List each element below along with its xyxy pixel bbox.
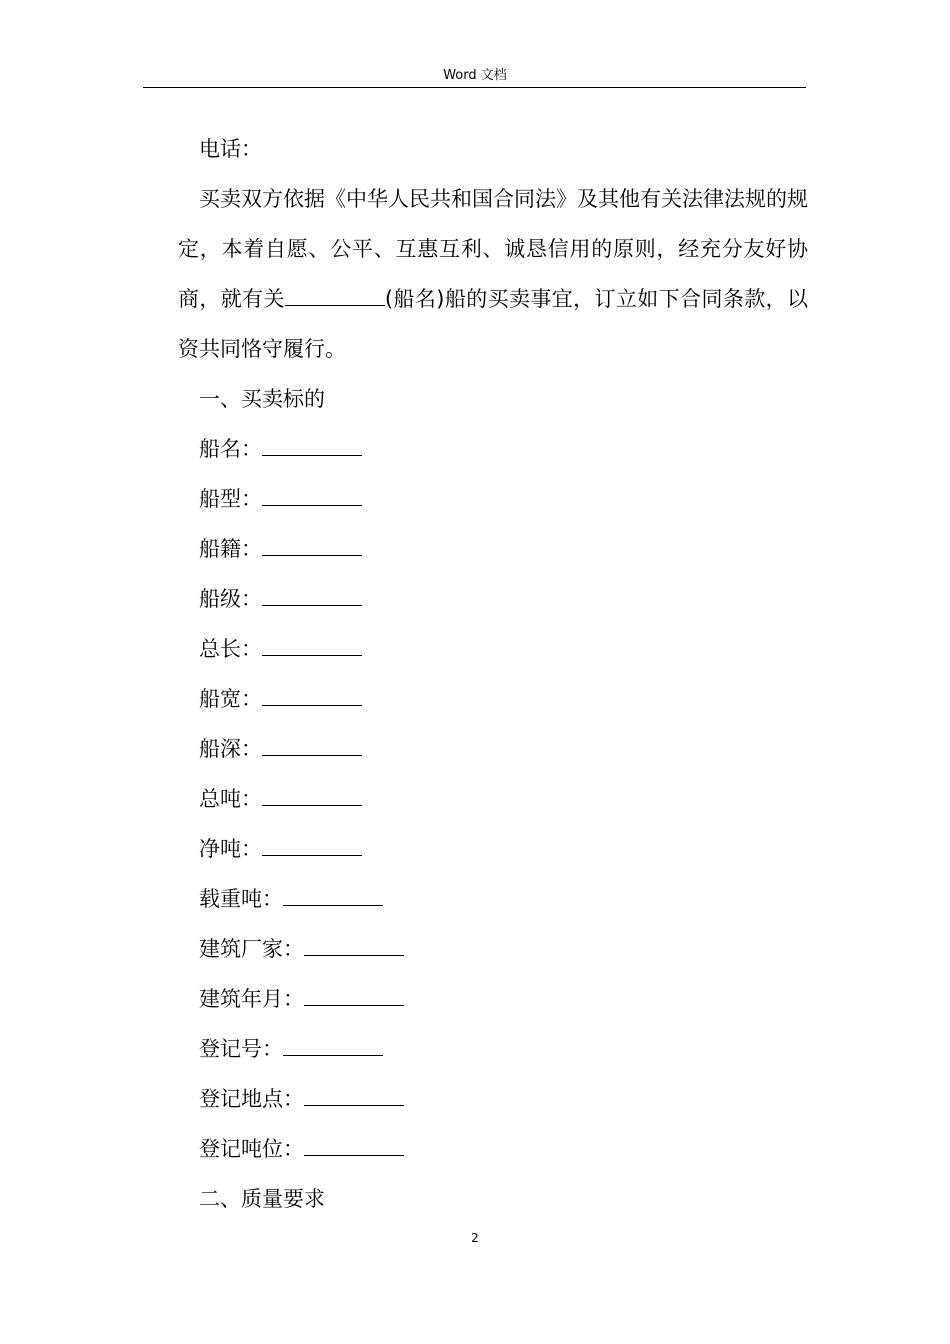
field-line — [178, 574, 808, 624]
field-label: 载重吨： — [199, 887, 283, 911]
field-label: 登记号： — [199, 1037, 283, 1061]
field-label: 船籍： — [199, 537, 262, 561]
field-label: 建筑厂家： — [199, 937, 304, 961]
page-number: 2 — [471, 1231, 479, 1245]
fill-blank — [283, 904, 383, 906]
header-divider — [143, 87, 806, 88]
fill-blank — [262, 654, 362, 656]
field-label: 总吨： — [199, 787, 262, 811]
field-label: 船宽： — [199, 687, 262, 711]
phone-line: 电话： — [199, 137, 262, 161]
field-line — [178, 1124, 808, 1174]
field-line — [178, 1024, 808, 1074]
field-label: 建筑年月： — [199, 987, 304, 1011]
fill-blank — [262, 704, 362, 706]
field-line — [178, 474, 808, 524]
page-header-title: Word 文档 — [443, 68, 507, 83]
fill-blank — [304, 1004, 404, 1006]
field-label: 净吨： — [199, 837, 262, 861]
field-line — [178, 624, 808, 674]
field-line — [178, 1074, 808, 1124]
section-1-heading: 一、买卖标的 — [199, 387, 325, 411]
section-2-heading: 二、质量要求 — [199, 1187, 325, 1211]
document-body — [178, 124, 808, 1224]
fill-blank — [262, 504, 362, 506]
field-label: 登记吨位： — [199, 1137, 304, 1161]
field-line — [178, 674, 808, 724]
fill-blank — [283, 1054, 383, 1056]
field-label: 总长： — [199, 637, 262, 661]
field-label: 船型： — [199, 487, 262, 511]
field-line — [178, 874, 808, 924]
field-line — [178, 724, 808, 774]
field-line — [178, 924, 808, 974]
intro-text-part1: 买卖双方依据《中华人民共和国合同法》及其他有关法律法规的规定，本着自愿、公平、互惠互利、诚恳信用的原则，经充分友好协商，就有关 — [178, 187, 808, 311]
fill-blank — [262, 804, 362, 806]
fill-blank — [262, 554, 362, 556]
fill-blank — [304, 954, 404, 956]
field-line — [178, 824, 808, 874]
field-line — [178, 774, 808, 824]
fill-blank — [304, 1104, 404, 1106]
ship-name-blank — [285, 304, 385, 306]
field-line — [178, 424, 808, 474]
field-label: 船名： — [199, 437, 262, 461]
fill-blank — [262, 454, 362, 456]
field-line — [178, 974, 808, 1024]
field-line — [178, 524, 808, 574]
field-label: 登记地点： — [199, 1087, 304, 1111]
field-label: 船深： — [199, 737, 262, 761]
fill-blank — [304, 1154, 404, 1156]
intro-text-part2: (船名)船的买卖事宜，订立如下合同条款，以资共同恪守履行。 — [178, 287, 808, 361]
fill-blank — [262, 854, 362, 856]
intro-paragraph — [178, 174, 808, 374]
fill-blank — [262, 754, 362, 756]
fill-blank — [262, 604, 362, 606]
field-label: 船级： — [199, 587, 262, 611]
